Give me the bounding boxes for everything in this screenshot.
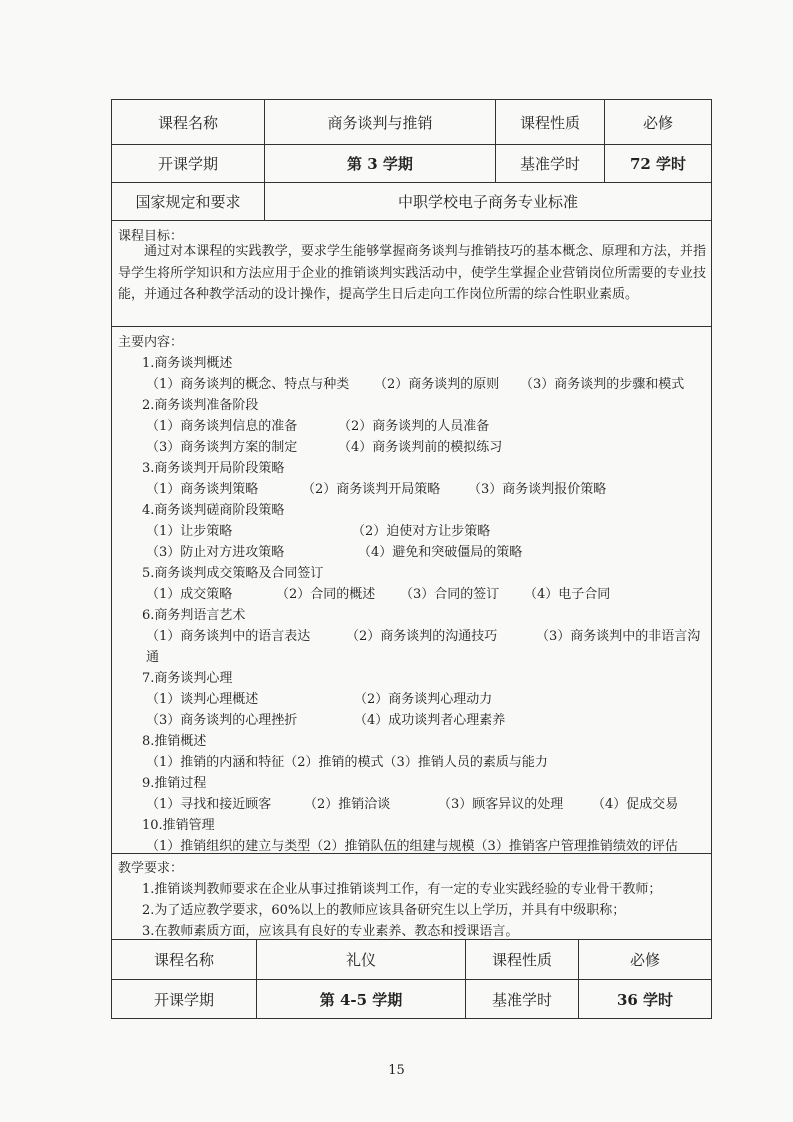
course-name-label: 课程名称 [112,100,265,144]
term-value: 第 3 学期 [265,145,496,182]
content-item: （3）商务谈判的心理挫折 [146,713,298,728]
content-item: （2）迫使对方让步策略 [352,524,491,539]
content-item: （1）推销组织的建立与类型（2）推销队伍的组建与规模（3）推销客户管理推销绩效的评估 [146,839,678,854]
content-item: （2）合同的概述 [276,587,376,602]
table1-row-name [112,100,711,145]
content-heading: 6.商务判语言艺术 [142,608,246,623]
content-heading: 1.商务谈判概述 [142,356,233,371]
teaching-title: 教学要求： [118,861,184,876]
table2-row-term [112,980,711,1018]
term-label: 开课学期 [112,145,265,182]
content-item: （1）商务谈判的概念、特点与种类 [146,377,350,392]
content-item: （3）商务谈判报价策略 [468,482,607,497]
content-item: （2）商务谈判开局策略 [302,482,441,497]
course-name-value: 礼仪 [257,940,466,979]
teaching-item: 1.推销谈判教师要求在企业从事过推销谈判工作，有一定的专业实践经验的专业骨干教师； [142,882,662,897]
content-item: （1）商务谈判信息的准备 [146,419,298,434]
content-item: （1）谈判心理概述 [146,692,259,707]
term-value: 第 4-5 学期 [257,980,466,1018]
objectives-text: 通过对本课程的实践教学，要求学生能够掌握商务谈判与推销技巧的基本概念、原理和方法，并指导学生将所学知识和方法应用于企业的推销谈判实践活动中，使学生掌握企业营销岗位所需要的专业技能，并通过各种教学活动的设计操作，提高学生日后走向工作岗位所需的综合性职业素质。 [118,244,706,302]
content-title: 主要内容： [118,335,184,350]
content-item: （2）商务谈判的沟通技巧 [346,629,498,644]
hours-label: 基准学时 [496,145,605,182]
content-item: （2）商务谈判的原则 [374,377,500,392]
teaching-item: 3.在教师素质方面，应该具有良好的专业素养、教态和授课语言。 [142,924,519,939]
content-item: 通 [146,650,160,665]
content-heading: 10.推销管理 [142,818,215,833]
content-item: （3）商务谈判方案的制定 [146,440,298,455]
course-type-value: 必修 [642,113,673,132]
content-item: （3）商务谈判的步骤和模式 [520,377,685,392]
content-item: （2）推销洽谈 [304,797,391,812]
content-item: （3）顾客异议的处理 [438,797,564,812]
hours-value: 36 学时 [616,990,674,1009]
content-section [112,327,711,854]
content-heading: 7.商务谈判心理 [142,671,233,686]
teaching-section [112,854,711,940]
requirement-value: 中职学校电子商务专业标准 [397,193,578,211]
content-item: （4）避免和突破僵局的策略 [358,545,523,560]
objectives-section [112,221,711,327]
course-table [111,99,712,1019]
requirement-label: 国家规定和要求 [112,183,265,220]
course-type-label: 课程性质 [496,100,605,144]
page-number: 15 [388,1063,405,1078]
content-item: （3）商务谈判中的非语言沟 [536,629,701,644]
teaching-item: 2.为了适应教学要求，60%以上的教师应该具备研究生以上学历，并具有中级职称； [142,903,626,918]
course-name-value: 商务谈判与推销 [265,100,496,144]
content-item: （4）电子合同 [524,587,611,602]
course-name-label: 课程名称 [112,940,257,979]
hours-value: 72 学时 [629,155,687,173]
course-type-label: 课程性质 [466,940,579,979]
content-item: （3）合同的签订 [400,587,500,602]
content-item: （2）商务谈判心理动力 [354,692,493,707]
objectives-title: 课程目标： [118,229,184,244]
content-item: （4）成功谈判者心理素养 [354,713,506,728]
content-item: （1）寻找和接近顾客 [146,797,272,812]
content-item: （1）让步策略 [146,524,233,539]
content-heading: 5.商务谈判成交策略及合同签订 [142,566,324,581]
content-item: （4）商务谈判前的模拟练习 [338,440,503,455]
content-heading: 2.商务谈判准备阶段 [142,398,259,413]
content-item: （4）促成交易 [592,797,679,812]
content-heading: 4.商务谈判磋商阶段策略 [142,503,285,518]
content-heading: 8.推销概述 [142,734,207,749]
content-item: （3）防止对方进攻策略 [146,545,285,560]
content-heading: 3.商务谈判开局阶段策略 [142,461,285,476]
content-item: （1）商务谈判中的语言表达 [146,629,311,644]
content-item: （1）推销的内涵和特征（2）推销的模式（3）推销人员的素质与能力 [146,755,548,770]
term-label: 开课学期 [112,980,257,1018]
content-item: （1）商务谈判策略 [146,482,259,497]
table1-row-requirement [112,183,711,221]
content-item: （2）商务谈判的人员准备 [338,419,490,434]
content-heading: 9.推销过程 [142,776,207,791]
table1-row-term [112,145,711,183]
hours-label: 基准学时 [466,980,579,1018]
table2-row-name [112,940,711,980]
course-type-value: 必修 [629,951,660,969]
content-item: （1）成交策略 [146,587,233,602]
